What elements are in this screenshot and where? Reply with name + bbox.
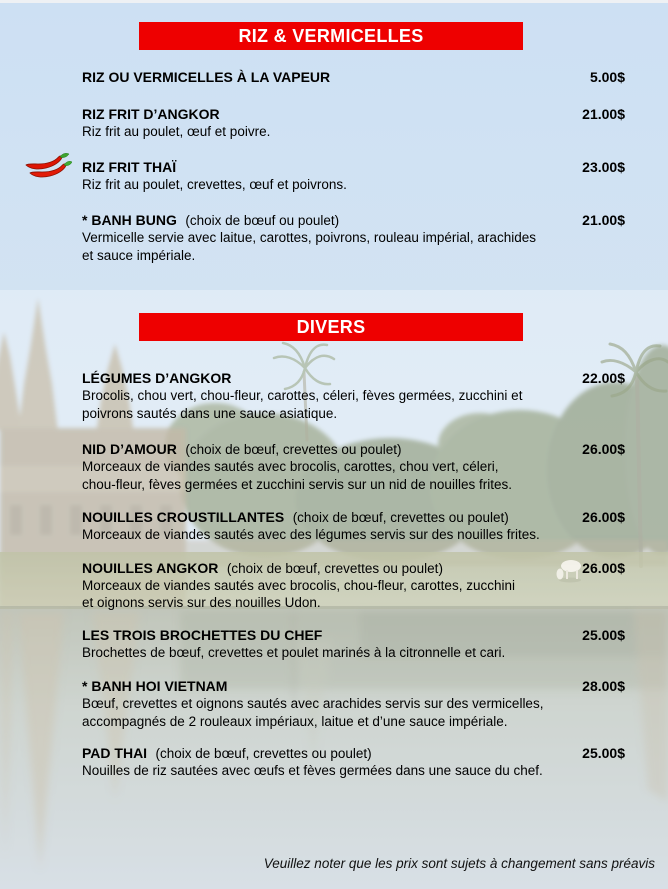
item-price: 23.00$ [582,158,625,175]
chili-pepper-icon [22,153,72,187]
item-note: (choix de bœuf, crevettes ou poulet) [226,560,443,576]
menu-content [82,0,625,780]
item-name: * BANH BUNG [82,212,177,228]
item-price: 26.00$ [582,441,625,457]
item-description-line: Morceaux de viandes sautés avec brocolis, chou-fleur, carottes, zucchini [82,577,515,593]
item-name: LÉGUMES D’ANGKOR [82,370,232,386]
item-description-line: poivrons sautés dans une sauce asiatique. [82,405,338,421]
menu-item-riz-frit-thai [82,159,625,194]
item-name: PAD THAI [82,745,148,761]
item-price: 21.00$ [582,212,625,228]
menu-item-nid-amour [82,441,625,493]
menu-item-riz-frit-angkor [82,106,625,141]
item-description-line: Morceaux de viandes sautés avec des légumes servis sur des nouilles frites. [82,527,540,542]
item-price: 25.00$ [582,745,625,761]
item-description-line: Nouilles de riz sautées avec œufs et fèves germées dans une sauce du chef. [82,763,543,778]
menu-item-banh-bung [82,212,625,264]
menu-item-nouilles-croustillantes [82,509,625,544]
item-description-line: Bœuf, crevettes et oignons sautés avec arachides servis sur des vermicelles, [82,696,544,711]
item-price: 22.00$ [582,370,625,386]
item-note: (choix de bœuf ou poulet) [185,213,340,228]
menu-item-banh-hoi-vietnam [82,678,625,730]
item-description-line: Brochettes de bœuf, crevettes et poulet marinés à la citronnelle et cari. [82,644,506,660]
item-description-line: accompagnés de 2 rouleaux impériaux, laitue et d’une sauce impériale. [82,713,508,729]
section-title: RIZ & VERMICELLES [238,25,424,46]
item-note: (choix de bœuf, crevettes ou poulet) [185,442,402,457]
menu-item-pad-thai [82,745,625,780]
item-name: RIZ FRIT THAÏ [82,158,177,175]
item-price: 25.00$ [582,626,625,643]
item-price: 28.00$ [582,678,625,694]
item-price: 26.00$ [582,509,625,525]
item-price: 26.00$ [582,559,625,576]
item-price: 21.00$ [582,106,625,122]
item-description-line: et sauce impériale. [82,247,196,263]
footer-price-disclaimer: Veuillez noter que les prix sont sujets à changement sans préavis [263,856,655,871]
item-description-line: Riz frit au poulet, œuf et poivre. [82,124,271,139]
menu-item-nouilles-angkor [82,560,625,612]
section-banner-riz-vermicelles [139,22,523,50]
item-description-line: Brocolis, chou vert, chou-fleur, carottes, céleri, fèves germées, zucchini et [82,388,523,403]
item-name: NOUILLES ANGKOR [82,559,219,576]
item-description-line: chou-fleur, fèves germées et zucchini servis sur un nid de nouilles frites. [82,476,512,492]
item-price: 5.00$ [589,69,625,85]
item-name: NID D’AMOUR [82,441,177,457]
menu-item-trois-brochettes [82,627,625,662]
item-description-line: Morceaux de viandes sautés avec brocolis, carottes, chou vert, céleri, [82,459,499,474]
section-banner-divers [139,313,523,341]
item-name: RIZ FRIT D’ANGKOR [82,106,220,122]
item-description-line: Riz frit au poulet, crevettes, œuf et poivrons. [82,176,347,192]
section-title: DIVERS [296,316,366,337]
item-description-line: et oignons servis sur des nouilles Udon. [82,595,321,610]
item-name: LES TROIS BROCHETTES DU CHEF [82,626,323,643]
item-name: * BANH HOI VIETNAM [82,678,228,694]
menu-item-legumes-angkor [82,370,625,422]
item-description-line: Vermicelle servie avec laitue, carottes, poivrons, rouleau impérial, arachides [82,230,536,245]
item-note: (choix de bœuf, crevettes ou poulet) [292,510,509,525]
item-note: (choix de bœuf, crevettes ou poulet) [155,746,372,761]
item-name: RIZ OU VERMICELLES À LA VAPEUR [82,69,331,85]
menu-item-riz-vapeur [82,69,625,86]
item-name: NOUILLES CROUSTILLANTES [82,509,285,525]
